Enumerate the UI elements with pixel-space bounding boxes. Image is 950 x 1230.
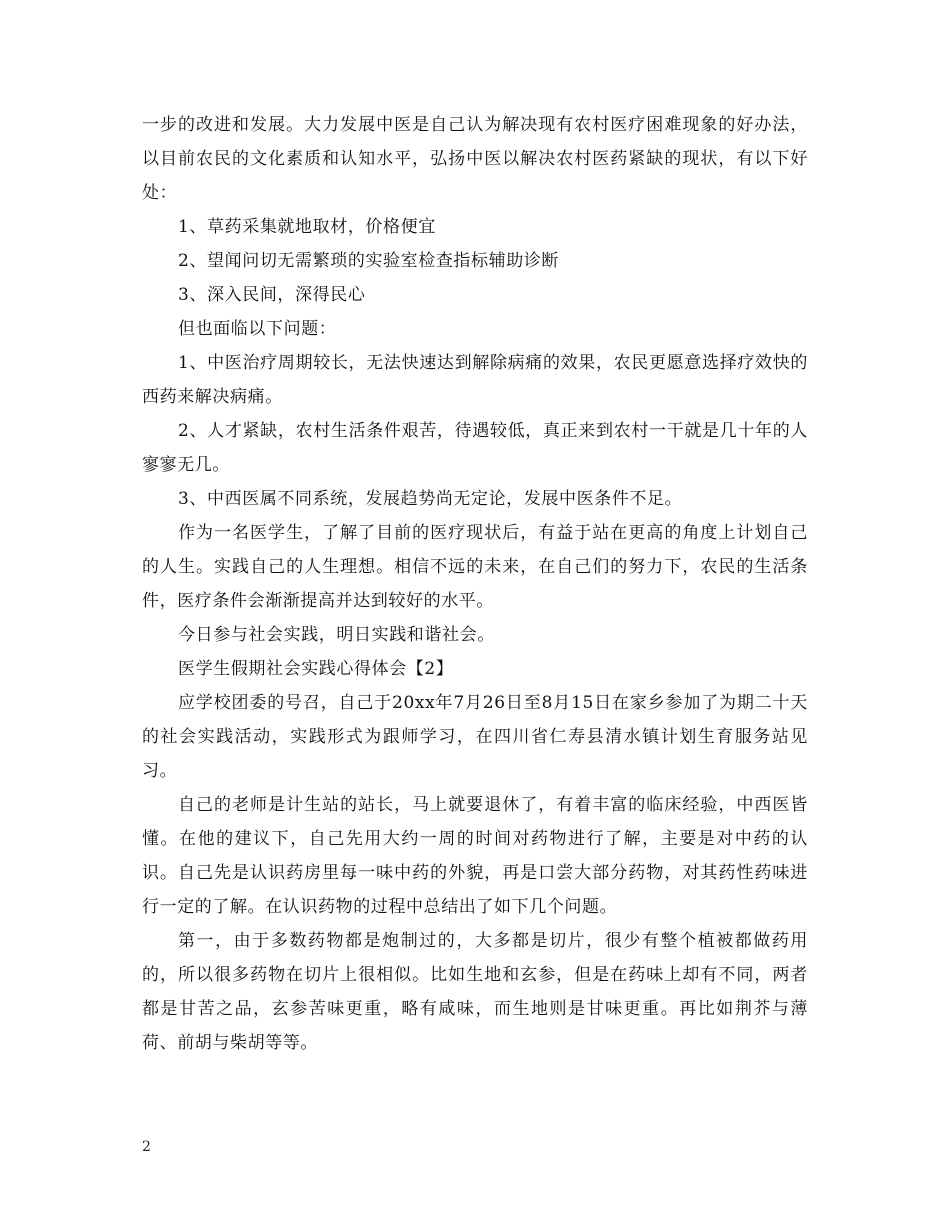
page-content bbox=[142, 108, 808, 1060]
page-number: 2 bbox=[142, 1139, 151, 1155]
paragraph-10: 今日参与社会实践，明日实践和谐社会。 bbox=[178, 625, 495, 645]
paragraph-6: 1、中医治疗周期较长，无法快速达到解除病痛的效果，农民更愿意选择疗效快的西药来解决病痛。 bbox=[142, 353, 808, 407]
paragraph-8: 3、中西医属不同系统，发展趋势尚无定论，发展中医条件不足。 bbox=[178, 489, 683, 509]
paragraph-5: 但也面临以下问题： bbox=[178, 319, 337, 339]
paragraph-4: 3、深入民间，深得民心 bbox=[178, 285, 366, 305]
paragraph-7: 2、人才紧缺，农村生活条件艰苦，待遇较低，真正来到农村一干就是几十年的人寥寥无几。 bbox=[142, 421, 808, 475]
paragraph-2: 1、草药采集就地取材，价格便宜 bbox=[178, 217, 436, 237]
paragraph-1: 一步的改进和发展。大力发展中医是自己认为解决现有农村医疗困难现象的好办法，以目前农民的文化素质和认知水平，弘扬中医以解决农村医药紧缺的现状，有以下好处： bbox=[142, 115, 808, 203]
paragraph-13: 自己的老师是计生站的站长，马上就要退休了，有着丰富的临床经验，中西医皆懂。在他的建议下，自己先用大约一周的时间对药物进行了解，主要是对中药的认识。自己先是认识药房里每一味中药的外貌，再是口尝大部分药物，对其药性药味进行一定的了解。在认识药物的过程中总结出了如下几个问题。 bbox=[142, 795, 808, 917]
section-heading: 医学生假期社会实践心得体会【2】 bbox=[178, 659, 454, 679]
paragraph-3: 2、望闻问切无需繁琐的实验室检查指标辅助诊断 bbox=[178, 251, 560, 271]
paragraph-9: 作为一名医学生，了解了目前的医疗现状后，有益于站在更高的角度上计划自己的人生。实践自己的人生理想。相信不远的未来，在自己们的努力下，农民的生活条件，医疗条件会渐渐提高并达到较好的水平。 bbox=[142, 523, 808, 611]
paragraph-12: 应学校团委的号召，自己于20xx年7月26日至8月15日在家乡参加了为期二十天的社会实践活动，实践形式为跟师学习，在四川省仁寿县清水镇计划生育服务站见习。 bbox=[142, 693, 808, 781]
paragraph-14: 第一，由于多数药物都是炮制过的，大多都是切片，很少有整个植被都做药用的，所以很多药物在切片上很相似。比如生地和玄参，但是在药味上却有不同，两者都是甘苦之品，玄参苦味更重，略有咸味，而生地则是甘味更重。再比如荆芥与薄荷、前胡与柴胡等等。 bbox=[142, 931, 808, 1053]
